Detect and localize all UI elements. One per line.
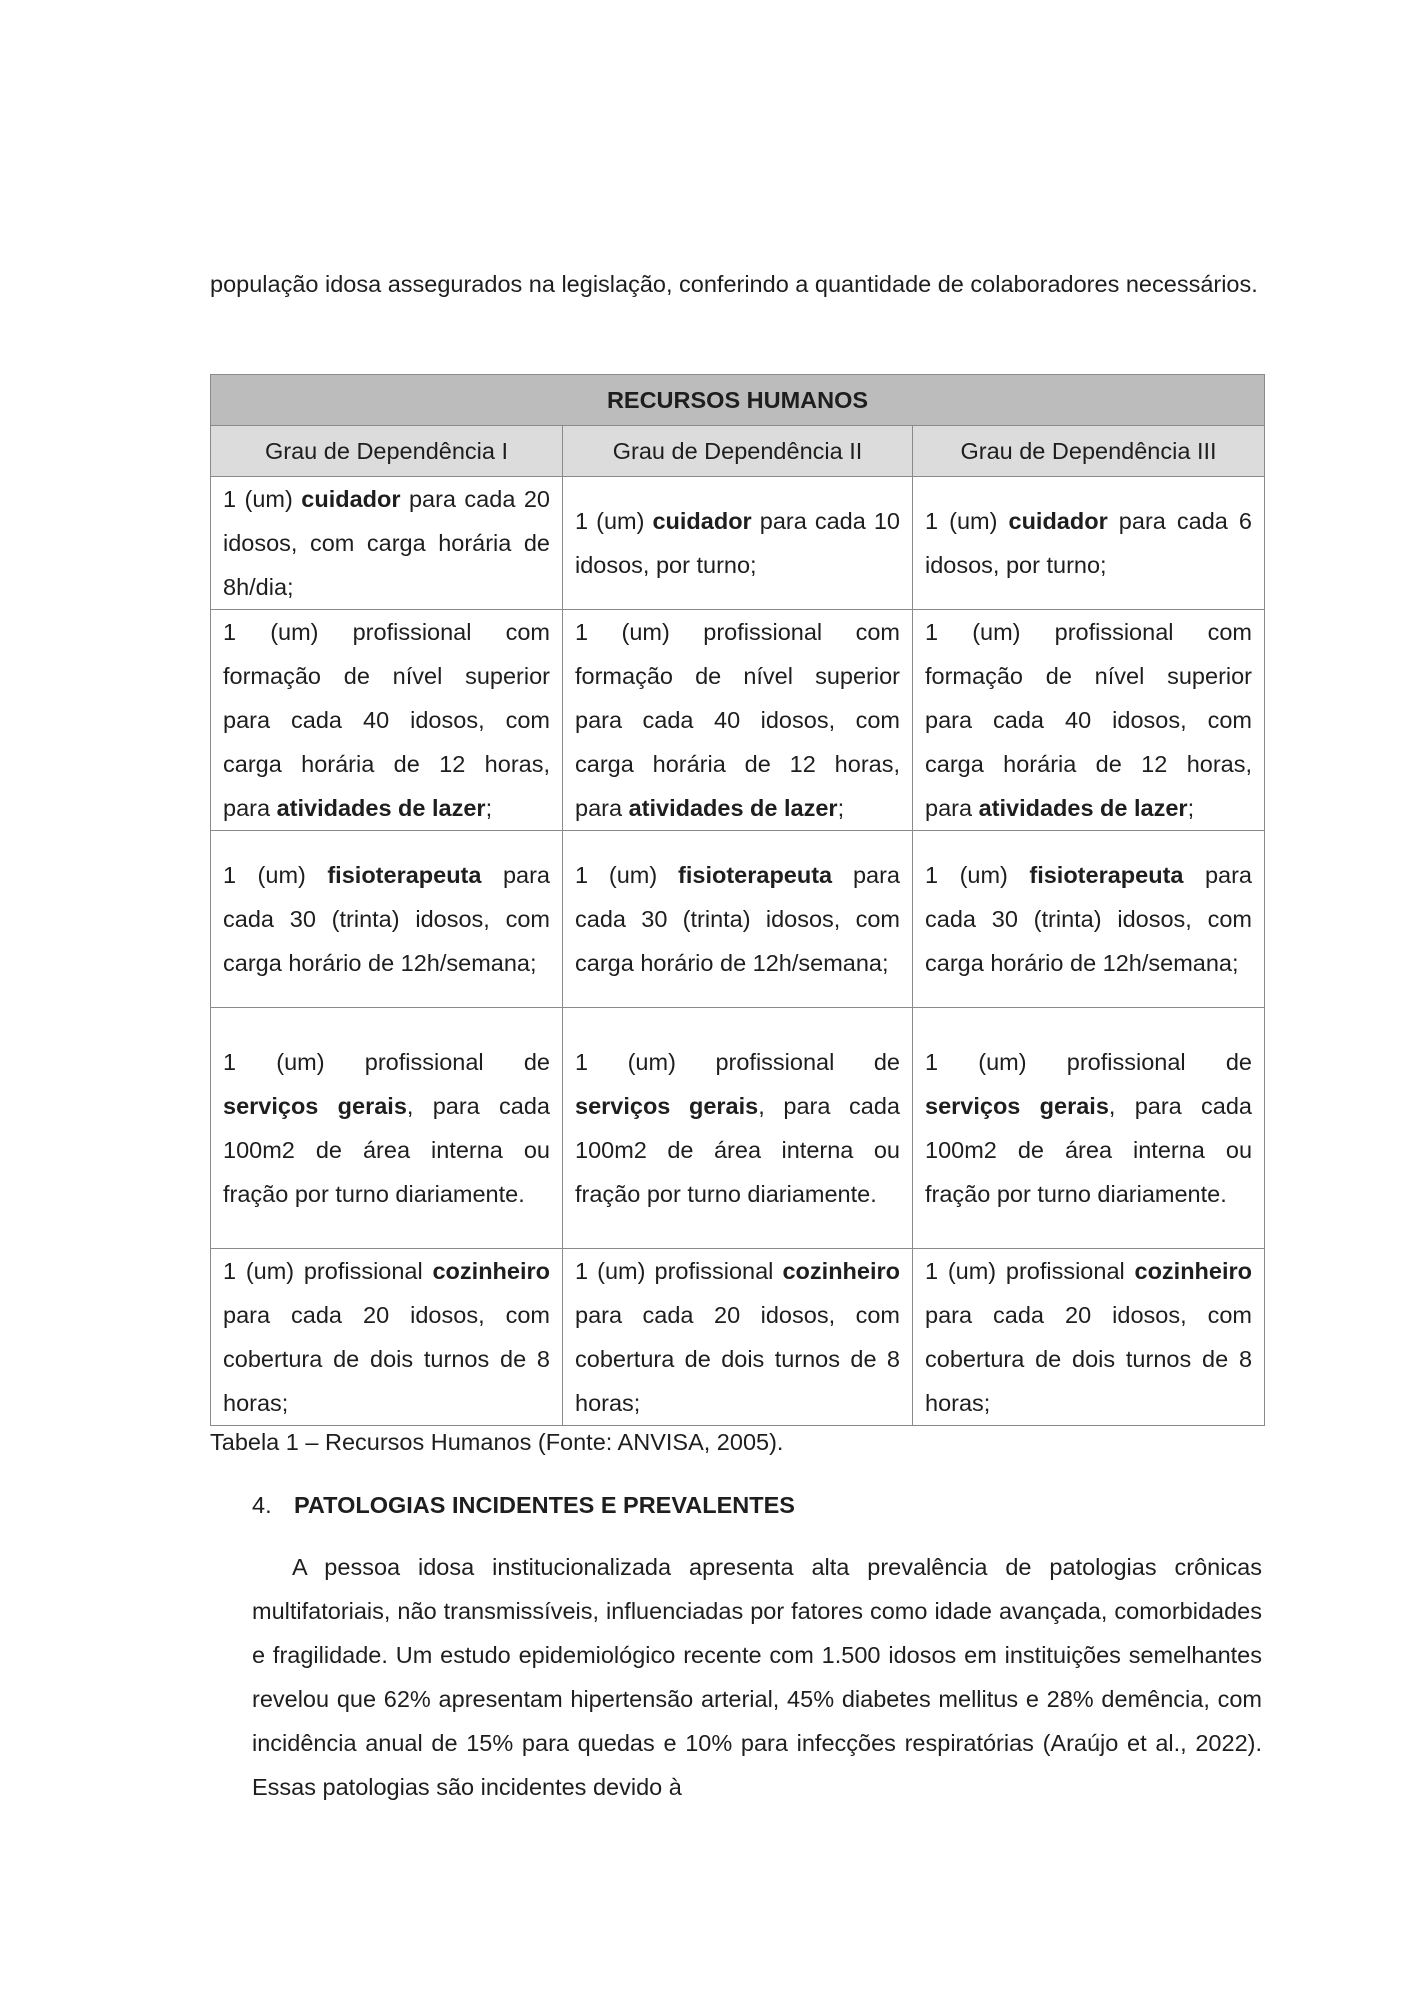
table-caption: Tabela 1 – Recursos Humanos (Fonte: ANVISA, 2005). (210, 1429, 784, 1455)
table-cell (913, 477, 1265, 610)
cell-text-bold: cuidador (652, 508, 752, 534)
table-cell (211, 831, 563, 1008)
cell-text-post: , para cada 100m2 de área interna ou fração por turno diariamente. (223, 1093, 550, 1207)
table-title-row (211, 375, 1265, 426)
cell-text-bold: serviços gerais (575, 1093, 759, 1119)
cell-text-post: para cada 6 idosos, por turno; (925, 508, 1252, 578)
cell-text-pre: 1 (um) profissional com formação de nível superior para cada 40 idosos, com carga horária de 12 horas, para (575, 619, 900, 821)
cell-text-post: , para cada 100m2 de área interna ou fração por turno diariamente. (925, 1093, 1253, 1207)
table-row (211, 610, 1265, 831)
cell-text-pre: 1 (um) (575, 508, 653, 534)
body-paragraph (252, 1545, 1262, 1809)
cell-text-post: para cada 30 (trinta) idosos, com carga horário de 12h/semana; (223, 862, 550, 976)
cell-text-pre: 1 (um) (575, 862, 679, 888)
cell-text-bold: serviços gerais (925, 1093, 1109, 1119)
cell-text-pre: 1 (um) (925, 508, 1009, 534)
cell-text-post: para cada 20 idosos, com cobertura de dois turnos de 8 horas; (223, 1302, 550, 1416)
cell-text-post: para cada 20 idosos, com cobertura de dois turnos de 8 horas; (575, 1302, 900, 1416)
table-row (211, 1249, 1265, 1426)
table-cell (211, 1008, 563, 1249)
cell-text-pre: 1 (um) profissional com formação de nível superior para cada 40 idosos, com carga horária de 12 horas, para (223, 619, 550, 821)
cell-text-bold: cuidador (1008, 508, 1108, 534)
cell-text-bold: atividades de lazer (978, 795, 1188, 821)
cell-text (575, 1040, 900, 1216)
cell-text-pre: 1 (um) (223, 486, 302, 512)
cell-text-bold: fisioterapeuta (678, 862, 833, 888)
cell-text (925, 610, 1252, 830)
table-cell (563, 1008, 913, 1249)
table-row (211, 831, 1265, 1008)
cell-text (925, 853, 1252, 985)
cell-text-pre: 1 (um) profissional (575, 1258, 783, 1284)
section-heading (252, 1488, 795, 1522)
cell-text (575, 853, 900, 985)
table-cell (563, 610, 913, 831)
table-cell (913, 1008, 1265, 1249)
cell-text-pre: 1 (um) profissional (925, 1258, 1135, 1284)
table-row (211, 477, 1265, 610)
human-resources-table (210, 374, 1265, 1426)
body-text: A pessoa idosa institucionalizada apresenta alta prevalência de patologias crônicas multifatoriais, não transmissíveis, influenciadas por fatores como idade avançada, comorbidades e fragilidade. Um estudo epidemiológico recente com 1.500 idosos em instituições semelhantes revelou que 62% apresentam hipertensão arterial, 45% diabetes mellitus e 28% demência, com incidência anual de 15% para quedas e 10% para infecções respiratórias (Araújo et al., 2022). Essas patologias são incidentes devido à (252, 1554, 1262, 1800)
table-title: RECURSOS HUMANOS (211, 375, 1265, 426)
table-header-row (211, 426, 1265, 477)
cell-text (223, 1249, 550, 1425)
intro-text: população idosa assegurados na legislação, conferindo a quantidade de colaboradores necessários. (210, 271, 1258, 297)
cell-text (575, 1249, 900, 1425)
cell-text (575, 499, 900, 587)
cell-text-bold: cozinheiro (1134, 1258, 1253, 1284)
cell-text-post: ; (485, 795, 493, 821)
cell-text-bold: fisioterapeuta (327, 862, 482, 888)
cell-text-post: para cada 20 idosos, com carga horária de 8h/dia; (223, 486, 550, 600)
cell-text-pre: 1 (um) profissional de (575, 1049, 900, 1075)
cell-text-post: para cada 30 (trinta) idosos, com carga horário de 12h/semana; (575, 862, 900, 976)
cell-text-post: , para cada 100m2 de área interna ou fração por turno diariamente. (575, 1093, 900, 1207)
table-cell (913, 1249, 1265, 1426)
cell-text-bold: fisioterapeuta (1029, 862, 1184, 888)
cell-text-bold: cozinheiro (432, 1258, 550, 1284)
table-cell (913, 610, 1265, 831)
table-cell (563, 1249, 913, 1426)
cell-text (925, 1249, 1252, 1425)
section-number: 4. (252, 1492, 272, 1518)
cell-text-bold: atividades de lazer (628, 795, 838, 821)
cell-text (575, 610, 900, 830)
cell-text-pre: 1 (um) (925, 862, 1030, 888)
table-cell (211, 610, 563, 831)
table-row (211, 1008, 1265, 1249)
section-title: PATOLOGIAS INCIDENTES E PREVALENTES (294, 1492, 795, 1518)
cell-text-bold: cuidador (301, 486, 401, 512)
cell-text (925, 499, 1252, 587)
cell-text-post: para cada 10 idosos, por turno; (575, 508, 900, 578)
table-cell (913, 831, 1265, 1008)
column-header: Grau de Dependência I (211, 426, 563, 477)
cell-text-bold: serviços gerais (223, 1093, 407, 1119)
table-cell (563, 831, 913, 1008)
cell-text (223, 1040, 550, 1216)
cell-text (223, 610, 550, 830)
column-header: Grau de Dependência II (563, 426, 913, 477)
cell-text-pre: 1 (um) (223, 862, 328, 888)
cell-text-pre: 1 (um) profissional com formação de nível superior para cada 40 idosos, com carga horária de 12 horas, para (925, 619, 1253, 821)
cell-text-pre: 1 (um) profissional de (223, 1049, 550, 1075)
cell-text (223, 853, 550, 985)
cell-text-post: ; (837, 795, 845, 821)
cell-text (223, 477, 550, 609)
cell-text-pre: 1 (um) profissional de (925, 1049, 1253, 1075)
intro-paragraph (210, 262, 1262, 306)
cell-text-bold: cozinheiro (782, 1258, 900, 1284)
table-cell (211, 1249, 563, 1426)
column-header: Grau de Dependência III (913, 426, 1265, 477)
cell-text-bold: atividades de lazer (276, 795, 486, 821)
table-cell (211, 477, 563, 610)
table-cell (563, 477, 913, 610)
cell-text (925, 1040, 1252, 1216)
cell-text-post: para cada 30 (trinta) idosos, com carga horário de 12h/semana; (925, 862, 1253, 976)
cell-text-post: para cada 20 idosos, com cobertura de dois turnos de 8 horas; (925, 1302, 1253, 1416)
cell-text-post: ; (1187, 795, 1195, 821)
cell-text-pre: 1 (um) profissional (223, 1258, 433, 1284)
